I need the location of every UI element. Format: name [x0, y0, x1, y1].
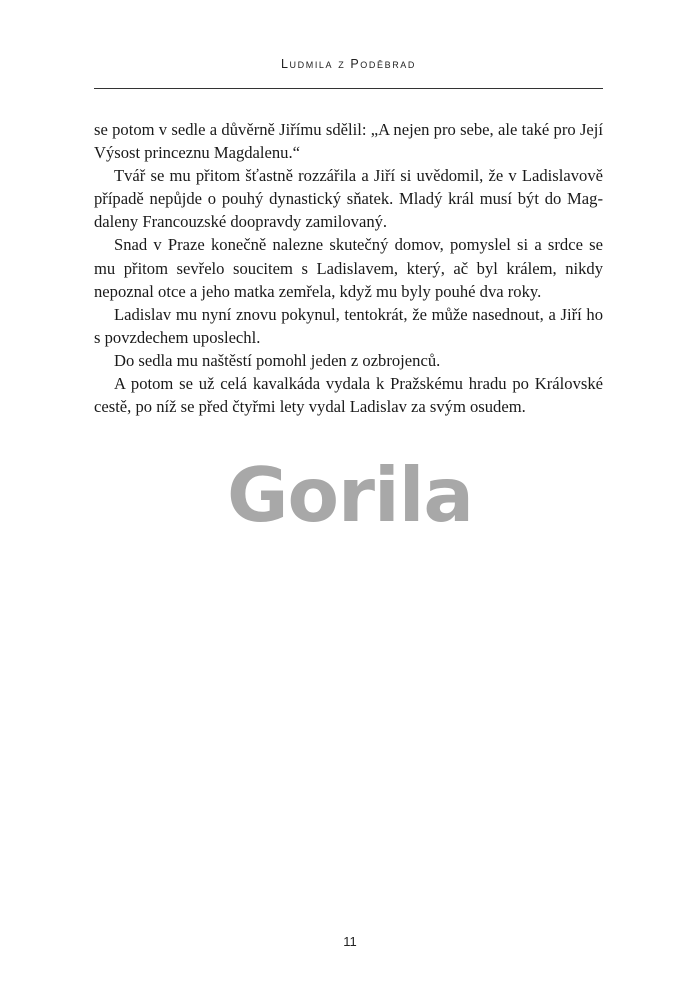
page-number: 11 — [343, 934, 357, 949]
paragraph-4: Ladislav mu nyní znovu pokynul, tentokrát, že může nasednout, a Jiří ho s povzdechem uposlechl. — [94, 304, 603, 347]
paragraph-2: Tvář se mu přitom šťastně rozzářila a Jiří si uvědomil, že v Ladislavově případě nepůjde o pouhý dynastický sňatek. Mladý král musí být do Magdaleny Francouzské doopravdy zamilovaný. — [94, 166, 603, 232]
paragraph-5: Do sedla mu naštěstí pomohl jeden z ozbrojenců. — [114, 350, 441, 370]
running-header: Ludmila z Poděbrad — [280, 57, 417, 71]
header-divider — [94, 88, 603, 89]
watermark-logo: Gorila — [226, 451, 474, 539]
body-text — [94, 118, 603, 418]
paragraph-1: se potom v sedle a důvěrně Jiřímu sdělil: „A nejen pro sebe, ale také pro Její Výsost princeznu Magdalenu.“ — [94, 120, 603, 163]
paragraph-3: Snad v Praze konečně nalezne skutečný domov, pomyslel si a srdce se mu přitom sevřelo soucitem s Ladislavem, který, ač byl králem, nikdy nepoznal otce a jeho matka zemřela, když mu byly pouhé dva roky. — [94, 235, 603, 301]
paragraph-6: A potom se už celá kavalkáda vydala k Pražskému hradu po Královské cestě, po níž se před čtyřmi lety vydal Ladislav za svým osudem. — [94, 374, 603, 417]
